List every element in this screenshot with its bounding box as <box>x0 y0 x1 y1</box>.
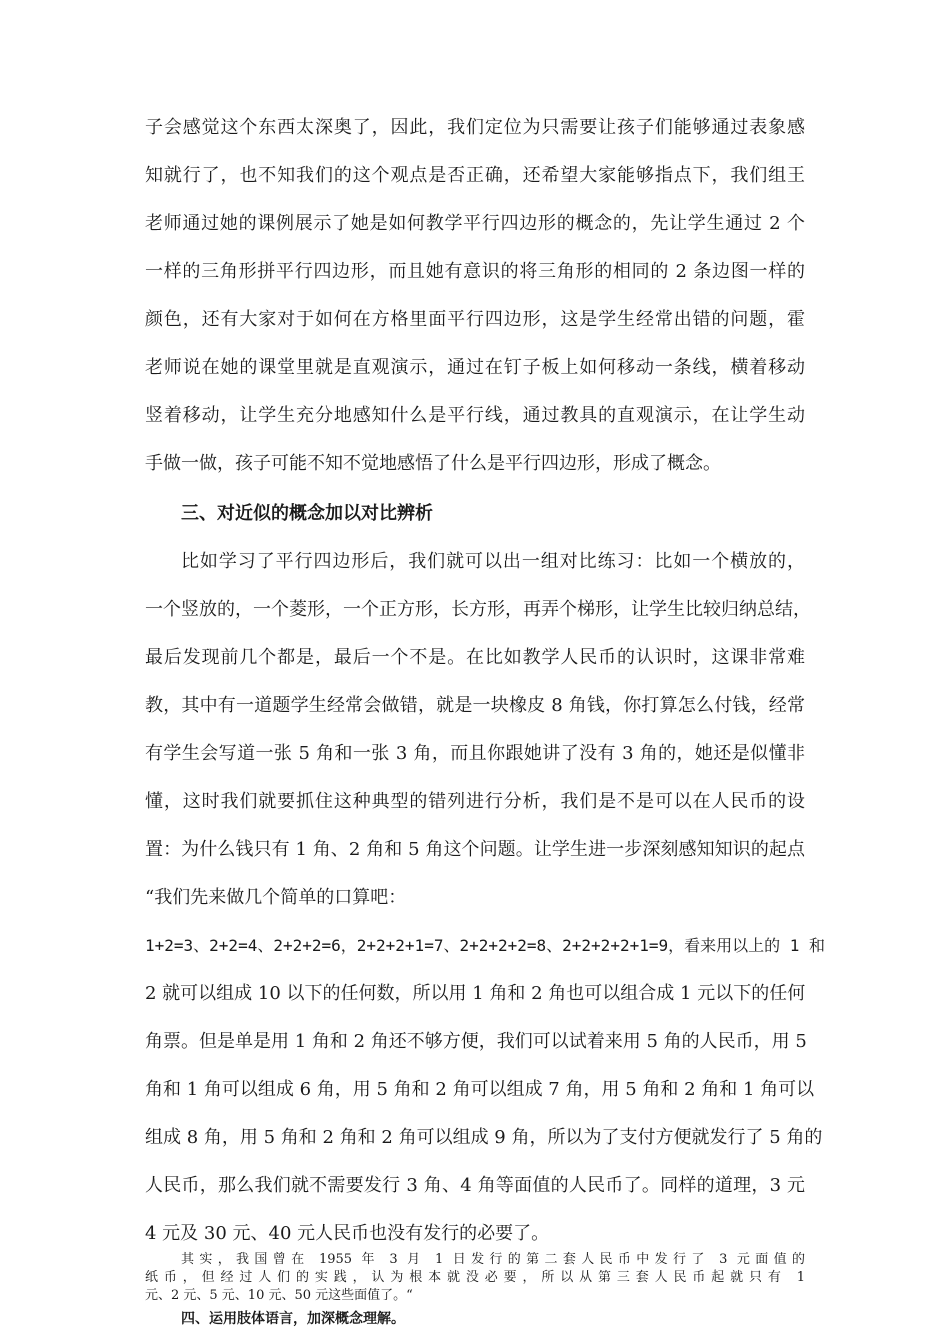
text-line: 角票。但是单是用 1 角和 2 角还不够方便，我们可以试着来用 5 角的人民币，用 5 <box>145 1031 807 1052</box>
text-line: 竖着移动，让学生充分地感知什么是平行线，通过教具的直观演示，在让学生动 <box>145 405 805 426</box>
text-line: 纸币，但经过人们的实践，认为根本就没必要，所以从第三套人民币起就只有 1 <box>145 1270 805 1285</box>
text-line: 有学生会写道一张 5 角和一张 3 角，而且你跟她讲了没有 3 角的，她还是似懂非 <box>145 743 805 764</box>
text-line: 其实，我国曾在 1955 年 3 月 1 日发行的第二套人民币中发行了 3 元面值的 <box>181 1252 805 1267</box>
text-line: 2 就可以组成 10 以下的任何数，所以用 1 角和 2 角也可以组合成 1 元以下的任何 <box>145 983 806 1004</box>
text-line: 最后发现前几个都是，最后一个不是。在比如教学人民币的认识时，这课非常难 <box>145 647 805 668</box>
heading-text: 三、对近似的概念加以对比辨析 <box>181 503 433 524</box>
text-line: 人民币，那么我们就不需要发行 3 角、4 角等面值的人民币了。同样的道理，3 元 <box>145 1175 805 1196</box>
text-line: 一样的三角形拼平行四边形，而且她有意识的将三角形的相同的 2 条边图一样的 <box>145 261 805 282</box>
text-line: 颜色，还有大家对于如何在方格里面平行四边形，这是学生经常出错的问题，霍 <box>145 309 805 330</box>
text-line: 置：为什么钱只有 1 角、2 角和 5 角这个问题。让学生进一步深刻感知知识的起点 <box>145 839 805 860</box>
text-line: 老师说在她的课堂里就是直观演示，通过在钉子板上如何移动一条线，横着移动 <box>145 357 805 378</box>
text-line: 角和 1 角可以组成 6 角，用 5 角和 2 角可以组成 7 角，用 5 角和 2 角和 1 角可以 <box>145 1079 815 1100</box>
text-line: 知就行了，也不知我们的这个观点是否正确，还希望大家能够指点下，我们组王 <box>145 165 805 186</box>
text-line: 4 元及 30 元、40 元人民币也没有发行的必要了。 <box>145 1223 550 1244</box>
text-line: 1+2=3、2+2=4、2+2+2=6，2+2+2+1=7、2+2+2+2=8、2+2+2+2+1=9，看来用以上的 1 和 <box>145 936 826 955</box>
text-line: 懂，这时我们就要抓住这种典型的错列进行分析，我们是不是可以在人民币的设 <box>145 791 805 812</box>
text-line: 一个竖放的，一个菱形，一个正方形，长方形，再弄个梯形，让学生比较归纳总结， <box>145 599 811 620</box>
text-line: 比如学习了平行四边形后，我们就可以出一组对比练习：比如一个横放的， <box>181 551 805 572</box>
text-line: 教，其中有一道题学生经常会做错，就是一块橡皮 8 角钱，你打算怎么付钱，经常 <box>145 695 805 716</box>
text-line: 元、2 元、5 元、10 元、50 元这些面值了。“ <box>145 1288 413 1303</box>
text-line: 手做一做，孩子可能不知不觉地感悟了什么是平行四边形，形成了概念。 <box>145 453 721 474</box>
text-line: 老师通过她的课例展示了她是如何教学平行四边形的概念的，先让学生通过 2 个 <box>145 213 805 234</box>
heading-text: 四、运用肢体语言，加深概念理解。 <box>181 1311 405 1327</box>
text-line: 子会感觉这个东西太深奥了，因此，我们定位为只需要让孩子们能够通过表象感 <box>145 117 805 138</box>
text-line: 组成 8 角，用 5 角和 2 角和 2 角可以组成 9 角，所以为了支付方便就发行了 5 角的 <box>145 1127 823 1148</box>
text-line: “我们先来做几个简单的口算吧： <box>145 887 407 908</box>
